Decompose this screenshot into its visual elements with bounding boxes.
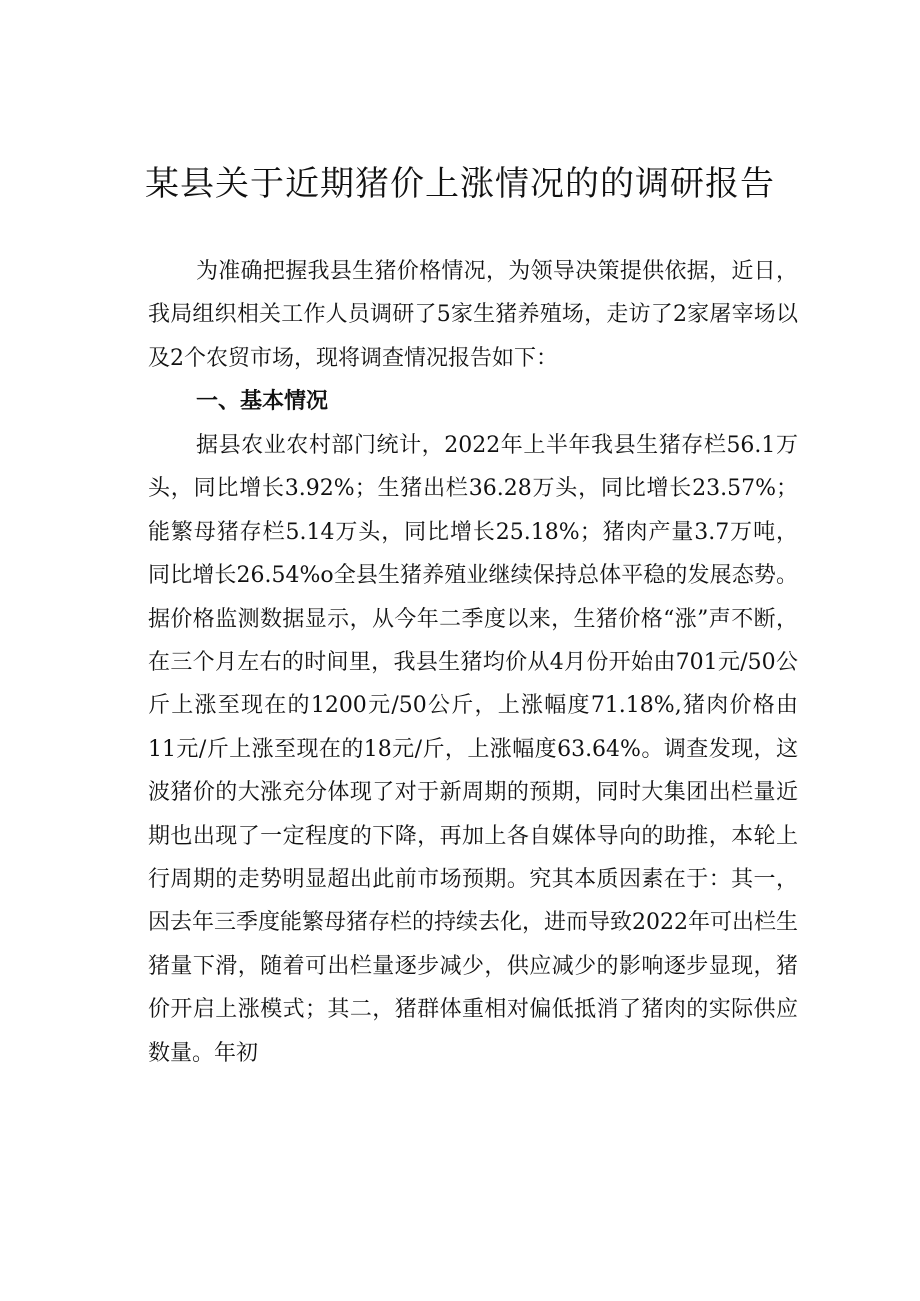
intro-paragraph: 为准确把握我县生猪价格情况，为领导决策提供依据，近日，我局组织相关工作人员调研了5家生猪养殖场，走访了2家屠宰场以及2个农贸市场，现将调查情况报告如下： [148, 259, 798, 371]
document-title: 某县关于近期猪价上涨情况的的调研报告 [145, 164, 775, 204]
section-heading-basic-situation: 一、基本情况 [196, 389, 329, 414]
section-paragraph: 据县农业农村部门统计，2022年上半年我县生猪存栏56.1万头，同比增长3.92%；生猪出栏36.28万头，同比增长23.57%；能繁母猪存栏5.14万头，同比增长25.18%；猪肉产量3.7万吨，同比增长26.54%o全县生猪养殖业继续保持总体平稳的发展态势。据价格监测数据显示，从今年二季度以来，生猪价格“涨”声不断，在三个月左右的时间里，我县生猪均价从4月份开始由701元/50公斤上涨至现在的1200元/50公斤，上涨幅度71.18%,猪肉价格由11元/斤上涨至现在的18元/斤，上涨幅度63.64%。调查发现，这波猪价的大涨充分体现了对于新周期的预期，同时大集团出栏量近期也出现了一定程度的下降，再加上各自媒体导向的助推，本轮上行周期的走势明显超出此前市场预期。究其本质因素在于：其一，因去年三季度能繁母猪存栏的持续去化，进而导致2022年可出栏生猪量下滑，随着可出栏量逐步减少，供应减少的影响逐步显现，猪价开启上涨模式；其二，猪群体重相对偏低抵消了猪肉的实际供应数量。年初 [148, 433, 798, 1066]
